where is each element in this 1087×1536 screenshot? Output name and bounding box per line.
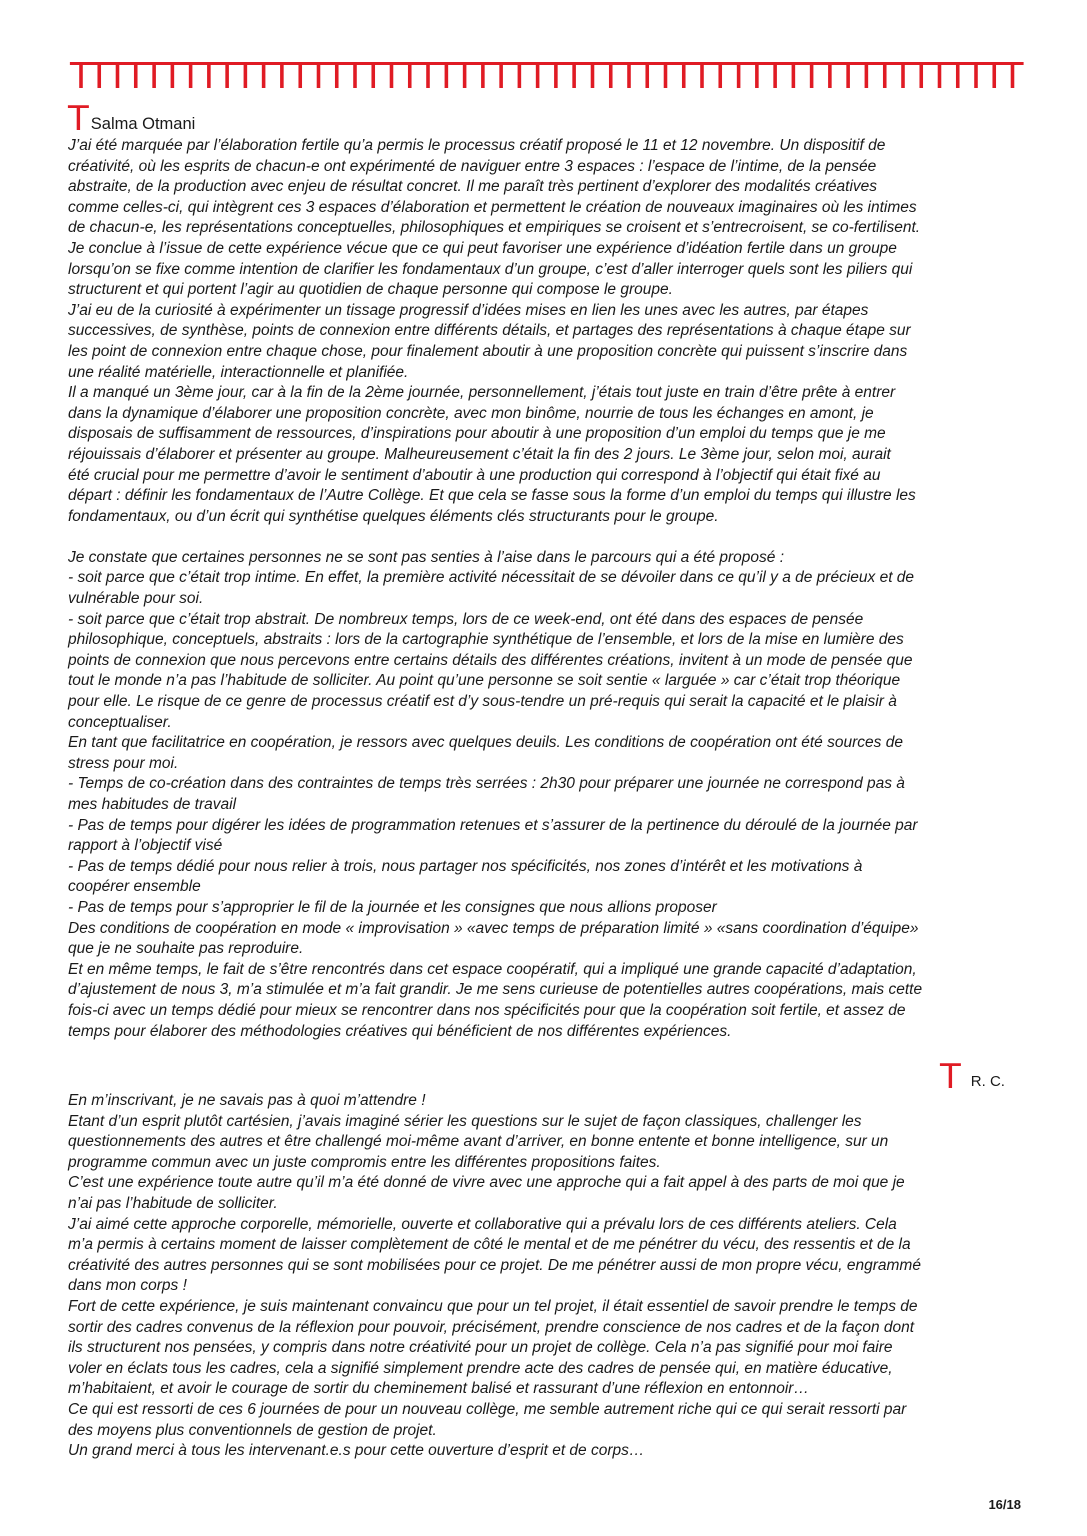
t-ornament-icon: T bbox=[343, 56, 366, 97]
t-ornament-icon: T bbox=[234, 56, 257, 97]
text-line: fondamentaux, ou d’un écrit qui synthétise quelques éléments clés structurants pour le groupe. bbox=[68, 507, 719, 525]
author-name: Salma Otmani bbox=[90, 115, 196, 133]
text-line: Des conditions de coopération en mode « improvisation » «avec temps de préparation limité » «sans coordination d’équipe» bbox=[68, 919, 919, 937]
t-ornament-icon: T bbox=[928, 56, 951, 97]
t-ornament-icon: T bbox=[161, 56, 184, 97]
text-line: de chacun-e, les représentations conceptuelles, philosophiques et empiriques se croisent et s’entrecroisent, se co-fertilisent. bbox=[68, 219, 921, 237]
t-ornament-icon: T bbox=[380, 56, 403, 97]
t-ornament-icon: T bbox=[818, 56, 841, 97]
text-line: n’ai pas l’habitude de solliciter. bbox=[68, 1194, 278, 1212]
t-ornament-icon: T bbox=[270, 56, 293, 97]
author-name: R. C. bbox=[970, 1073, 1005, 1090]
t-ornament-icon: T bbox=[252, 56, 275, 97]
text-line: pour elle. Le risque de ce genre de processus créatif est d’y sous-tendre un pré-requis qui serait la capacité et le plaisir à bbox=[68, 693, 897, 711]
text-line: abstraite, de la production avec enjeu de résultat concret. Il me paraît très pertinent d’explorer des modalités créatives bbox=[68, 178, 878, 196]
t-ornament-icon: T bbox=[106, 56, 129, 97]
t-ornament-icon: T bbox=[197, 56, 220, 97]
text-line: - Pas de temps pour digérer les idées de programmation retenues et s’assurer de la pertinence du déroulé de la journée par bbox=[68, 816, 918, 834]
t-ornament-icon: T bbox=[508, 56, 531, 97]
t-ornament-icon: T bbox=[325, 56, 348, 97]
text-line: - soit parce que c’était trop intime. En effet, la première activité nécessitait de se dévoiler dans ce qu’il y a de précieux et de bbox=[68, 569, 915, 587]
text-line: dans la dynamique d’élaborer une proposition concrète, avec mon binôme, nourrie de tous les échanges en amont, je bbox=[68, 404, 874, 422]
text-line: disposais de suffisamment de ressources, d’inspirations pour aboutir à une proposition d’un emploi du temps que je me bbox=[68, 425, 886, 443]
testimony-rc bbox=[68, 1091, 1028, 1462]
text-line: des moyens plus conventionnels de gestion de projet. bbox=[68, 1421, 437, 1439]
t-ornament-icon: T bbox=[1001, 56, 1024, 97]
text-line: Un grand merci à tous les intervenant.e.s pour cette ouverture d’esprit et de corps… bbox=[68, 1442, 645, 1460]
text-line: dans mon corps ! bbox=[68, 1277, 187, 1295]
t-ornament-icon: T bbox=[88, 56, 111, 97]
text-line: questionnements des autres et être challengé moi-même avant d’arriver, en bonne entente et bonne intelligence, sur un bbox=[68, 1133, 889, 1151]
t-ornament-icon: T bbox=[983, 56, 1006, 97]
testimony-salma-otmani bbox=[68, 100, 1028, 1042]
t-ornament-icon: T bbox=[435, 56, 458, 97]
t-ornament-icon: T bbox=[910, 56, 933, 97]
text-line: m’habitaient, et avoir le courage de sortir du cheminement balisé et rassurant d’une réflexion en entonnoir… bbox=[68, 1380, 809, 1398]
text-line: ils structurent nos pensées, y compris dans notre créativité pour un projet de collège. Cela n’a pas signifié pour moi faire bbox=[68, 1339, 893, 1357]
text-line: vulnérable pour soi. bbox=[68, 590, 204, 608]
text-line: - Temps de co-création dans des contraintes de temps très serrées : 2h30 pour préparer une journée ne correspond pas à bbox=[68, 775, 905, 793]
author-heading-rc bbox=[940, 1057, 1005, 1097]
t-ornament-icon: T bbox=[855, 56, 878, 97]
text-line: Ce qui est ressorti de ces 6 journées de pour un nouveau collège, me semble autrement riche qui ce qui serait ressorti par bbox=[68, 1400, 907, 1418]
t-marker-icon: T bbox=[68, 99, 89, 139]
t-ornament-icon: T bbox=[70, 56, 92, 97]
t-ornament-icon: T bbox=[745, 56, 768, 97]
t-marker-icon: T bbox=[940, 1057, 961, 1097]
t-ornament-icon: T bbox=[307, 56, 330, 97]
text-line: points de connexion que nous percevons entre certains détails des différentes créations, invitent à un mode de pensée que bbox=[68, 651, 913, 669]
text-line: En m’inscrivant, je ne savais pas à quoi m’attendre ! bbox=[68, 1092, 426, 1109]
text-line: - Pas de temps pour s’approprier le fil de la journée et les consignes que nous allions proposer bbox=[68, 898, 717, 916]
t-ornament-icon: T bbox=[453, 56, 476, 97]
text-line: Fort de cette expérience, je suis maintenant convaincu que pour un tel projet, il était essentiel de savoir prendre le temps de bbox=[68, 1297, 918, 1315]
text-line: Je conclue à l’issue de cette expérience vécue que ce qui peut favoriser une expérience d’idéation fertile dans un groupe bbox=[68, 239, 897, 257]
text-line: C’est une expérience toute autre qu’il m’a été donné de vivre avec une approche qui a fait appel à des parts de moi que je bbox=[68, 1174, 905, 1192]
t-ornament-icon: T bbox=[727, 56, 750, 97]
page-number: 16/18 bbox=[988, 1497, 1021, 1512]
text-line: programme commun avec un juste compromis entre les différentes propositions faites. bbox=[68, 1153, 661, 1171]
text-line: Je constate que certaines personnes ne se sont pas senties à l’aise dans le parcours qui a été proposé : bbox=[68, 548, 785, 566]
text-line: m’a permis à certains moment de laisser complètement de côté le mental et de me pénétrer du vécu, des ressentis et de la bbox=[68, 1236, 911, 1254]
t-ornament-icon: T bbox=[946, 56, 969, 97]
text-line: réjouissais d’élaborer et présenter au groupe. Malheureusement c’était la fin des 2 jours. Le 3ème jour, selon moi, aurait bbox=[68, 445, 891, 463]
text-line: J’ai eu de la curiosité à expérimenter un tissage progressif d’idées mises en lien les unes avec les autres, par étapes bbox=[68, 301, 869, 319]
t-ornament-icon: T bbox=[654, 56, 677, 97]
text-line: créativité, où les esprits de chacun-e ont expérimenté de naviguer entre 3 espaces : l’espace de l’intime, de la pensée bbox=[68, 157, 877, 175]
t-ornament-icon: T bbox=[398, 56, 421, 97]
blank-line bbox=[68, 527, 1028, 548]
text-line: conceptualiser. bbox=[68, 713, 172, 731]
text-line: Etant d’un esprit plutôt cartésien, j’avais imaginé sérier les questions sur le sujet de façon classiques, challenger les bbox=[68, 1112, 862, 1130]
t-ornament-icon: T bbox=[873, 56, 896, 97]
text-line: comme celles-ci, qui intègrent ces 3 espaces d’élaboration et permettent le création de nouveaux imaginaires où les intimes bbox=[68, 198, 917, 216]
text-line: structurent et qui portent l’agir au quotidien de chaque personne qui compose le groupe. bbox=[68, 281, 673, 299]
t-ornament-icon: T bbox=[965, 56, 988, 97]
text-line: successives, de synthèse, points de connexion entre différents détails, et partages des représentations à chaque étape sur bbox=[68, 322, 911, 340]
text-line: départ : définir les fondamentaux de l’Autre Collège. Et que cela se fasse sous la forme d’un emploi du temps qui illustre les bbox=[68, 487, 916, 505]
author-heading bbox=[68, 99, 1028, 139]
t-ornament-icon: T bbox=[581, 56, 604, 97]
testimony-text bbox=[68, 136, 1028, 1042]
t-ornament-icon: T bbox=[179, 56, 202, 97]
t-ornament-icon: T bbox=[471, 56, 494, 97]
t-ornament-icon: T bbox=[672, 56, 695, 97]
text-line: temps pour élaborer des méthodologies créatives qui bénéficient de nos différentes expériences. bbox=[68, 1022, 732, 1040]
text-line: stress pour moi. bbox=[68, 754, 179, 772]
t-ornament-icon: T bbox=[599, 56, 622, 97]
text-line: - soit parce que c’était trop abstrait. De nombreux temps, lors de ce week-end, ont été dans des espaces de pensée bbox=[68, 610, 864, 628]
text-line: J’ai aimé cette approche corporelle, mémorielle, ouverte et collaborative qui a prévalu lors de ces différents ateliers. Cela bbox=[68, 1215, 897, 1233]
t-ornament-icon: T bbox=[636, 56, 659, 97]
t-ornament-icon: T bbox=[764, 56, 787, 97]
t-ornament-icon: T bbox=[709, 56, 732, 97]
text-line: rapport à l’objectif visé bbox=[68, 837, 223, 855]
t-ornament-icon: T bbox=[124, 56, 147, 97]
text-line: les point de connexion entre chaque chose, pour finalement aboutir à une proposition concrète qui puissent s’inscrire dans bbox=[68, 342, 908, 360]
text-line: J’ai été marquée par l’élaboration fertile qu’a permis le processus créatif proposé le 11 et 12 novembre. Un dispositif de bbox=[68, 137, 886, 154]
text-line: lorsqu’on se fixe comme intention de clarifier les fondamentaux d’un groupe, c’est d’aller interroger quels sont les piliers qui bbox=[68, 260, 913, 278]
t-ornament-icon: T bbox=[563, 56, 586, 97]
text-line: mes habitudes de travail bbox=[68, 796, 237, 813]
text-line: créativité des autres personnes qui se sont mobilisées pour ce projet. De me pénétrer aussi de mon propre vécu, engrammé bbox=[68, 1256, 921, 1274]
text-line: coopérer ensemble bbox=[68, 878, 201, 896]
t-ornament-icon: T bbox=[691, 56, 714, 97]
t-ornament-icon: T bbox=[417, 56, 440, 97]
text-line: Et en même temps, le fait de s’être rencontrés dans cet espace coopératif, qui a impliqué une grande capacité d’adaptation, bbox=[68, 960, 917, 978]
text-line: En tant que facilitatrice en coopération, je ressors avec quelques deuils. Les conditions de coopération ont été sources de bbox=[68, 734, 903, 752]
t-ornament-icon: T bbox=[617, 56, 640, 97]
header-t-ornament-row bbox=[70, 56, 1024, 98]
text-line: été crucial pour me permettre d’avoir le sentiment d’aboutir à une production qui correspond à l’objectif qui était fixé au bbox=[68, 466, 881, 484]
text-line: que je ne souhaite pas reproduire. bbox=[68, 940, 304, 958]
text-line: voler en éclats tous les cadres, cela a signifié simplement prendre acte des cadres de pensée qui, en matière éducative, bbox=[68, 1359, 893, 1377]
t-ornament-icon: T bbox=[526, 56, 549, 97]
text-line: fois-ci avec un temps dédié pour mieux se rencontrer dans nos spécificités pour que la coopération soit fertile, et assez de bbox=[68, 1001, 906, 1019]
text-line: une réalité matérielle, interactionnelle et planifiée. bbox=[68, 363, 409, 381]
testimony-text bbox=[68, 1091, 1028, 1462]
t-ornament-icon: T bbox=[891, 56, 914, 97]
text-line: d’ajustement de nous 3, m’a stimulée et m’a fait grandir. Je me sens curieuse de potentielles autres coopérations, mais cette bbox=[68, 981, 923, 999]
t-ornament-icon: T bbox=[143, 56, 166, 97]
t-ornament-icon: T bbox=[490, 56, 513, 97]
text-line: - Pas de temps dédié pour nous relier à trois, nous partager nos spécificités, nos zones d’intérêt et les motivations à bbox=[68, 857, 863, 875]
t-ornament-icon: T bbox=[837, 56, 860, 97]
t-ornament-icon: T bbox=[544, 56, 567, 97]
text-line: tout le monde n’a pas l’habitude de solliciter. Au point qu’une personne se soit sentie « larguée » car c’était trop théorique bbox=[68, 672, 901, 690]
t-ornament-icon: T bbox=[782, 56, 805, 97]
text-line: philosophique, conceptuels, abstraits : lors de la cartographie synthétique de l’ensemble, et lors de la mise en lumière des bbox=[68, 631, 904, 649]
text-line: sortir des cadres convenus de la réflexion pour pouvoir, précisément, prendre conscience de nos cadres et de la façon dont bbox=[68, 1318, 915, 1336]
t-ornament-icon: T bbox=[289, 56, 312, 97]
t-ornament-icon: T bbox=[800, 56, 823, 97]
text-line: Il a manqué un 3ème jour, car à la fin de la 2ème journée, personnellement, j’étais tout juste en train d’être prête à entrer bbox=[68, 384, 896, 402]
t-ornament-icon: T bbox=[362, 56, 385, 97]
t-ornament-icon: T bbox=[216, 56, 239, 97]
